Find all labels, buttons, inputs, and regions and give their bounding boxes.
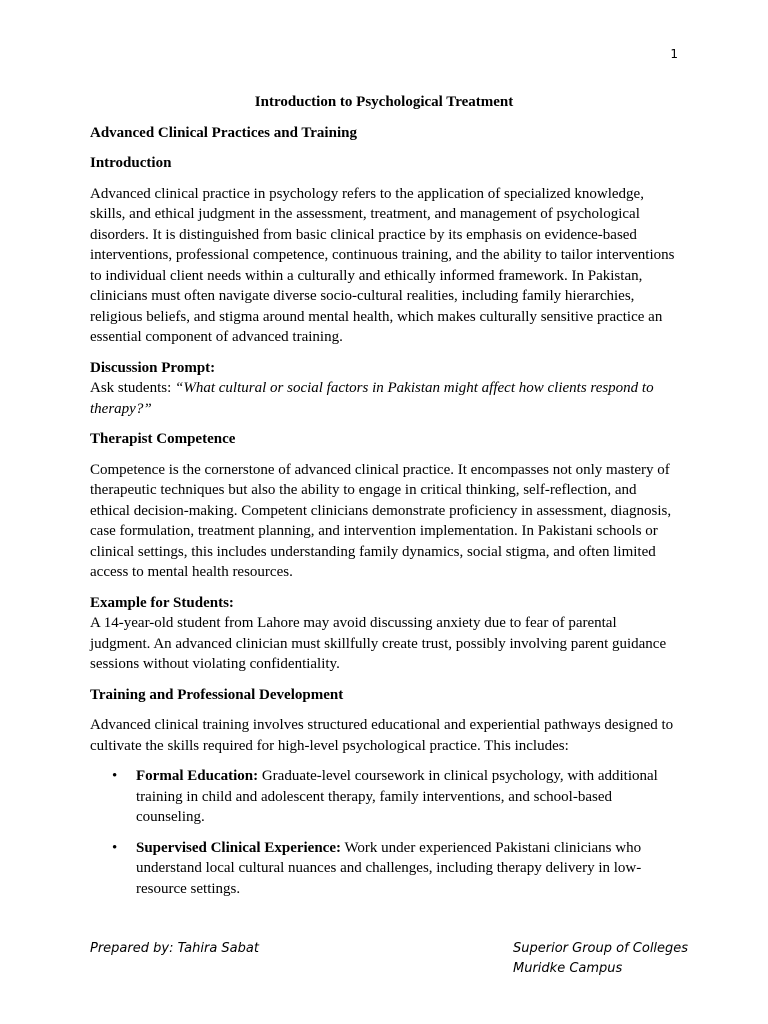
training-heading: Training and Professional Development xyxy=(90,686,344,703)
list-item-text: Work under experienced Pakistani clinicians who understand local cultural nuances and challenges, including therapy delivery in low-resource settings. xyxy=(136,839,642,897)
list-item xyxy=(90,838,678,900)
intro-paragraph: Advanced clinical practice in psychology refers to the application of specialized knowledge, skills, and ethical judgment in the assessment, treatment, and management of psychological disorders. It is distinguished from basic clinical practice by its emphasis on evidence-based interventions, professional competence, continuous training, and the ability to tailor interventions to individual client needs within a culturally and ethically informed framework. In Pakistan, clinicians must often navigate diverse socio-cultural realities, including family hierarchies, religious beliefs, and stigma around mental health, which makes culturally sensitive practice an essential component of advanced training. xyxy=(90,185,675,345)
discussion-lead: Ask students: xyxy=(90,380,176,396)
example-label: Example for Students: xyxy=(90,594,234,611)
document-body xyxy=(90,92,678,909)
page-number: 1 xyxy=(670,47,678,61)
footer-prepared-by: Prepared by: Tahira Sabat xyxy=(90,941,259,956)
training-list xyxy=(90,766,678,899)
example-block xyxy=(90,593,678,675)
list-item-text: Graduate-level coursework in clinical psychology, with additional training in child and adolescent therapy, family interventions, and school-based counseling. xyxy=(136,768,658,825)
section-title: Advanced Clinical Practices and Training xyxy=(90,124,357,141)
competence-heading: Therapist Competence xyxy=(90,431,236,447)
example-text: A 14-year-old student from Lahore may avoid discussing anxiety due to fear of parental judgment. An advanced clinician must skillfully create trust, possibly involving parent guidance sessions without violating confidentiality. xyxy=(90,615,667,672)
document-title: Introduction to Psychological Treatment xyxy=(254,94,514,110)
competence-paragraph: Competence is the cornerstone of advanced clinical practice. It encompasses not only mastery of therapeutic techniques but also the ability to engage in critical thinking, self-reflection, and ethical decision-making. Competent clinicians demonstrate proficiency in assessment, diagnosis, case formulation, treatment planning, and intervention implementation. In Pakistani schools or clinical settings, this includes understanding family dynamics, social stigma, and often limited access to mental health resources. xyxy=(90,461,672,580)
footer-institution-name: Superior Group of Colleges xyxy=(513,941,689,956)
bullet-icon: • xyxy=(112,768,118,784)
list-item xyxy=(90,766,678,828)
discussion-prompt xyxy=(90,358,678,420)
bullet-icon: • xyxy=(112,839,118,856)
list-item-title: Supervised Clinical Experience: xyxy=(136,839,341,856)
discussion-label: Discussion Prompt: xyxy=(90,359,216,376)
footer-campus-name: Muridke Campus xyxy=(513,961,623,976)
discussion-question: “What cultural or social factors in Pakistan might affect how clients respond to therapy?” xyxy=(90,380,654,417)
intro-heading: Introduction xyxy=(90,155,172,171)
list-item-title: Formal Education: xyxy=(136,768,259,784)
training-paragraph: Advanced clinical training involves structured educational and experiential pathways designed to cultivate the skills required for high-level psychological practice. This includes: xyxy=(90,717,674,754)
footer-institution xyxy=(513,939,688,979)
